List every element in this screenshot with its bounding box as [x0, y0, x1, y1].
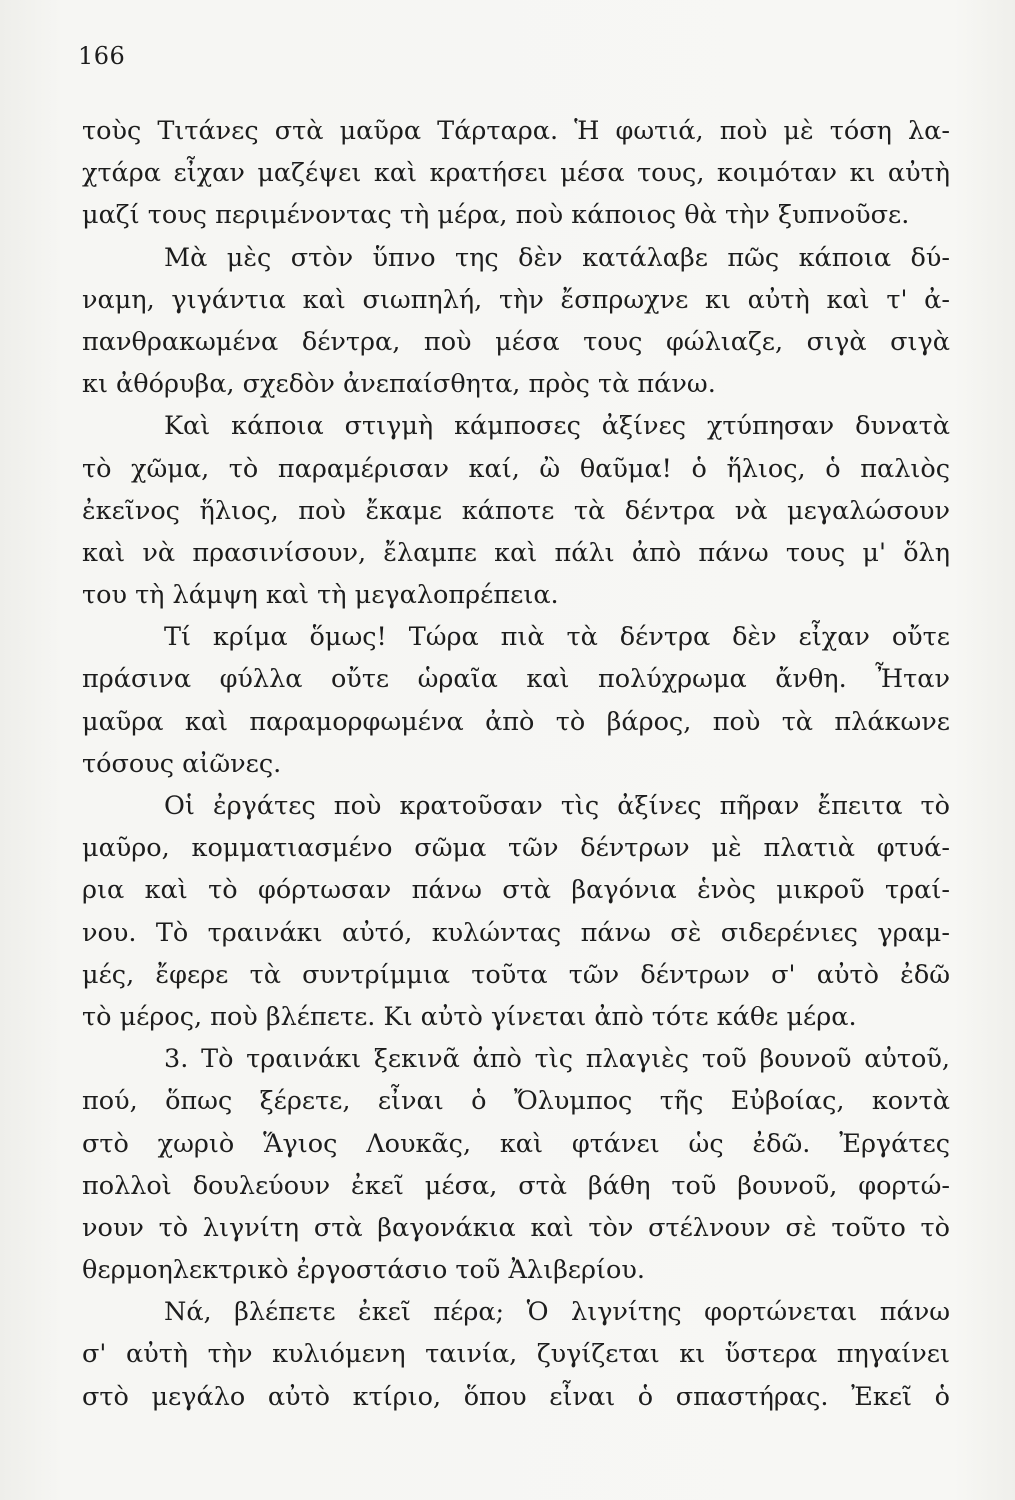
text-line: χτάρα εἶχαν μαζέψει καὶ κρατήσει μέσα τους, κοιμόταν κι αὐτὴ: [82, 158, 950, 189]
text-line: νουν τὸ λιγνίτη στὰ βαγονάκια καὶ τὸν στέλνουν σὲ τοῦτο τὸ: [82, 1212, 950, 1243]
text-line: θερμοηλεκτρικὸ ἐργοστάσιο τοῦ Ἀλιβερίου.: [82, 1255, 645, 1286]
text-line: ναμη, γιγάντια καὶ σιωπηλή, τὴν ἔσπρωχνε κι αὐτὴ καὶ τ' ἀ-: [82, 284, 950, 315]
page-number: 166: [78, 42, 126, 70]
text-line: ἐκεῖνος ἥλιος, ποὺ ἔκαμε κάποτε τὰ δέντρα νὰ μεγαλώσουν: [82, 495, 950, 526]
text-line: μαζί τους περιμένοντας τὴ μέρα, ποὺ κάποιος θὰ τὴν ξυπνοῦσε.: [82, 200, 910, 231]
text-line: ρια καὶ τὸ φόρτωσαν πάνω στὰ βαγόνια ἑνὸς μικροῦ τραί-: [82, 875, 950, 906]
text-line: στὸ χωριὸ Ἅγιος Λουκᾶς, καὶ φτάνει ὡς ἐδῶ. Ἐργάτες: [82, 1128, 950, 1159]
text-line: τοὺς Τιτάνες στὰ μαῦρα Τάρταρα. Ἡ φωτιά, ποὺ μὲ τόση λα-: [82, 116, 950, 146]
text-line: Νά, βλέπετε ἐκεῖ πέρα; Ὁ λιγνίτης φορτώνεται πάνω: [164, 1297, 950, 1328]
text-line: μαῦρο, κομματιασμένο σῶμα τῶν δέντρων μὲ πλατιὰ φτυά-: [82, 833, 950, 864]
text-line: καὶ νὰ πρασινίσουν, ἔλαμπε καὶ πάλι ἀπὸ πάνω τους μ' ὅλη: [82, 537, 950, 568]
text-line: πού, ὅπως ξέρετε, εἶναι ὁ Ὄλυμπος τῆς Εὐβοίας, κοντὰ: [82, 1086, 950, 1117]
text-line: Τί κρίμα ὅμως! Τώρα πιὰ τὰ δέντρα δὲν εἶχαν οὔτε: [164, 622, 950, 653]
text-line: 3. Τὸ τραινάκι ξεκινᾶ ἀπὸ τὶς πλαγιὲς τοῦ βουνοῦ αὐτοῦ,: [164, 1044, 950, 1075]
text-line: Οἱ ἐργάτες ποὺ κρατοῦσαν τὶς ἀξίνες πῆραν ἔπειτα τὸ: [164, 791, 950, 821]
text-line: νου. Τὸ τραινάκι αὐτό, κυλώντας πάνω σὲ σιδερένιες γραμ-: [82, 917, 950, 948]
text-line: τὸ χῶμα, τὸ παραμέρισαν καί, ὢ θαῦμα! ὁ ἥλιος, ὁ παλιὸς: [82, 453, 950, 484]
text-line: πράσινα φύλλα οὔτε ὡραῖα καὶ πολύχρωμα ἄνθη. Ἦταν: [82, 664, 950, 695]
text-line: πανθρακωμένα δέντρα, ποὺ μέσα τους φώλιαζε, σιγὰ σιγὰ: [82, 326, 950, 357]
body-text: [82, 110, 950, 1418]
text-line: πολλοὶ δουλεύουν ἐκεῖ μέσα, στὰ βάθη τοῦ βουνοῦ, φορτώ-: [82, 1170, 950, 1201]
text-line: τόσους αἰῶνες.: [82, 748, 282, 779]
text-line: κι ἀθόρυβα, σχεδὸν ἀνεπαίσθητα, πρὸς τὰ πάνω.: [82, 369, 716, 400]
text-line: στὸ μεγάλο αὐτὸ κτίριο, ὅπου εἶναι ὁ σπαστήρας. Ἐκεῖ ὁ: [82, 1381, 950, 1412]
text-line: του τὴ λάμψη καὶ τὴ μεγαλοπρέπεια.: [82, 580, 559, 611]
text-line: Καὶ κάποια στιγμὴ κάμποσες ἀξίνες χτύπησαν δυνατὰ: [164, 411, 950, 442]
text-line: σ' αὐτὴ τὴν κυλιόμενη ταινία, ζυγίζεται κι ὕστερα πηγαίνει: [82, 1339, 950, 1370]
text-line: μές, ἔφερε τὰ συντρίμμια τοῦτα τῶν δέντρων σ' αὐτὸ ἐδῶ: [82, 959, 950, 990]
text-line: Μὰ μὲς στὸν ὕπνο της δὲν κατάλαβε πῶς κάποια δύ-: [164, 242, 950, 273]
text-line: τὸ μέρος, ποὺ βλέπετε. Κι αὐτὸ γίνεται ἀπὸ τότε κάθε μέρα.: [82, 1001, 857, 1032]
text-line: μαῦρα καὶ παραμορφωμένα ἀπὸ τὸ βάρος, ποὺ τὰ πλάκωνε: [82, 706, 950, 737]
